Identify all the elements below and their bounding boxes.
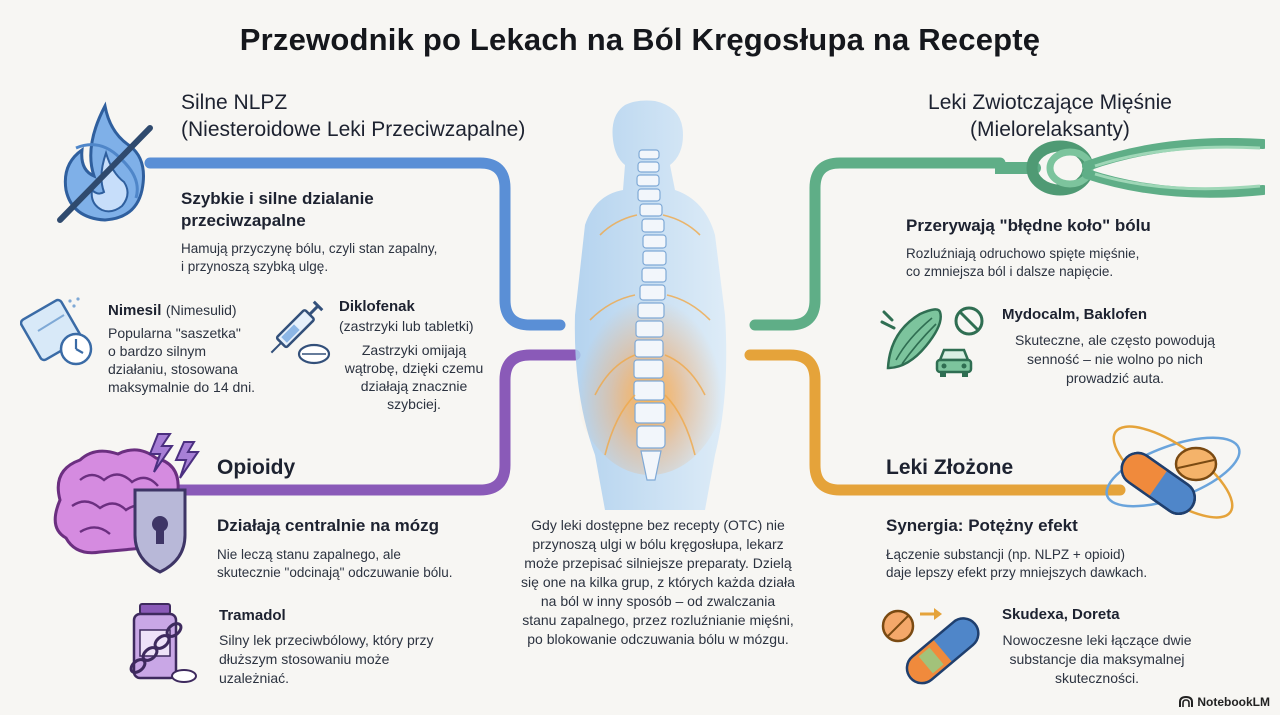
opioids-desc-line1: Nie leczą stanu zapalnego, ale	[217, 547, 401, 562]
skudexa-name: Skudexa, Doreta	[1002, 606, 1120, 623]
lightning-icon	[148, 432, 200, 482]
mydocalm-desc-3: prowadzić auta.	[1065, 370, 1165, 386]
mydocalm-desc-1: Skuteczne, ale często powodują	[1014, 332, 1215, 348]
center-line-5: na ból w inny sposób – od zwalczania	[540, 593, 776, 609]
no-symbol-icon	[952, 304, 986, 338]
center-line-1: Gdy leki dostępne bez recepty (OTC) nie	[531, 517, 785, 533]
nimesil-desc-3: działaniu, stosowana	[108, 361, 238, 377]
combo-desc-line2: daje lepszy efekt przy mniejszych dawkach.	[886, 565, 1148, 580]
center-line-6: stanu zapalnego, przez rozluźnianie mięśni,	[522, 612, 794, 628]
nlpz-subtitle-line1: Szybkie i silne dzialanie	[181, 189, 374, 208]
center-line-7: po blokowanie odczuwania bólu w mózgu.	[527, 631, 789, 647]
brand-label: NotebookLM	[1197, 695, 1270, 709]
center-line-4: się one na kilka grup, z których każda działa	[521, 574, 795, 590]
muscle-desc-line2: co zmniejsza ból i dalsze napięcie.	[906, 264, 1114, 279]
combo-desc-line1: Łączenie substancji (np. NLPZ + opioid)	[886, 547, 1126, 562]
car-icon	[934, 344, 974, 380]
nimesil-name: Nimesil	[108, 302, 162, 319]
spine-body-icon	[555, 95, 745, 515]
diklofenak-desc-1: Zastrzyki omijają	[361, 342, 467, 358]
muscle-subtitle: Przerywają "błędne koło" bólu	[906, 216, 1151, 235]
diklofenak-desc-4: szybciej.	[387, 396, 441, 412]
page-title: Przewodnik po Lekach na Ból Kręgosłupa na Receptę	[239, 22, 1041, 57]
muscle-connector	[755, 163, 1000, 325]
center-description	[498, 516, 818, 649]
notebooklm-logo-icon	[1179, 696, 1193, 708]
opioids-desc-line2: skutecznie "odcinają" odczuwanie bólu.	[217, 565, 453, 580]
tramadol-name: Tramadol	[219, 607, 286, 624]
nimesil-desc-4: maksymalnie do 14 dni.	[108, 379, 256, 395]
center-line-3: może przepisać silniejsze preparaty. Dzielą	[524, 555, 792, 571]
skudexa-desc-3: skuteczności.	[1054, 670, 1140, 686]
mydocalm-name: Mydocalm, Baklofen	[1002, 306, 1148, 323]
center-line-2: przynoszą ulgi w bólu kręgosłupa, lekarz	[532, 536, 784, 552]
diklofenak-form: (zastrzyki lub tabletki)	[339, 318, 474, 334]
pill-atom-icon	[1098, 412, 1248, 532]
flame-crossed-icon	[50, 98, 160, 226]
diklofenak-name: Diklofenak	[339, 298, 415, 315]
tramadol-desc-2: dłuższym stosowaniu może	[219, 651, 390, 667]
rope-knot-icon	[995, 138, 1265, 200]
nimesil-desc-1: Popularna "saszetka"	[108, 325, 241, 341]
muscle-desc-line1: Rozluźniają odruchowo spięte mięśnie,	[906, 246, 1140, 261]
syringe-pill-icon	[258, 296, 338, 368]
diklofenak-desc-2: wątrobę, dzięki czemu	[344, 360, 484, 376]
combo-title: Leki Złożone	[886, 456, 1014, 479]
muscle-title-line1: Leki Zwiotczające Mięśnie	[928, 91, 1172, 114]
nlpz-subtitle-line2: przeciwzapalne	[181, 211, 306, 230]
skudexa-desc-2: substancje dia maksymalnej	[1009, 651, 1185, 667]
diklofenak-desc-3: działają znacznie	[360, 378, 468, 394]
nlpz-title-line1: Silne NLPZ	[181, 91, 288, 114]
opioids-title: Opioidy	[217, 456, 296, 479]
tramadol-desc-1: Silny lek przeciwbólowy, który przy	[219, 632, 434, 648]
muscle-title-line2: (Mielorelaksanty)	[970, 118, 1130, 141]
tramadol-desc-3: uzależniać.	[219, 670, 290, 686]
nimesil-generic: (Nimesulid)	[165, 302, 237, 318]
pill-bottle-chain-icon	[124, 602, 200, 684]
brand-logo	[1179, 695, 1270, 709]
nlpz-desc-line2: i przynoszą szybką ulgę.	[181, 259, 329, 274]
mydocalm-desc-2: senność – nie wolno po nich	[1027, 351, 1203, 367]
nimesil-desc-2: o bardzo silnym	[108, 343, 207, 359]
skudexa-desc-1: Nowoczesne leki łączące dwie	[1002, 632, 1192, 648]
capsule-arrow-icon	[880, 600, 992, 686]
opioids-subtitle: Działają centralnie na mózg	[217, 516, 440, 535]
combo-subtitle: Synergia: Potężny efekt	[886, 516, 1078, 535]
sachet-clock-icon	[20, 293, 100, 373]
nlpz-desc-line1: Hamują przyczynę bólu, czyli stan zapalny,	[181, 241, 438, 256]
nlpz-title-line2: (Niesteroidowe Leki Przeciwzapalne)	[181, 118, 526, 141]
